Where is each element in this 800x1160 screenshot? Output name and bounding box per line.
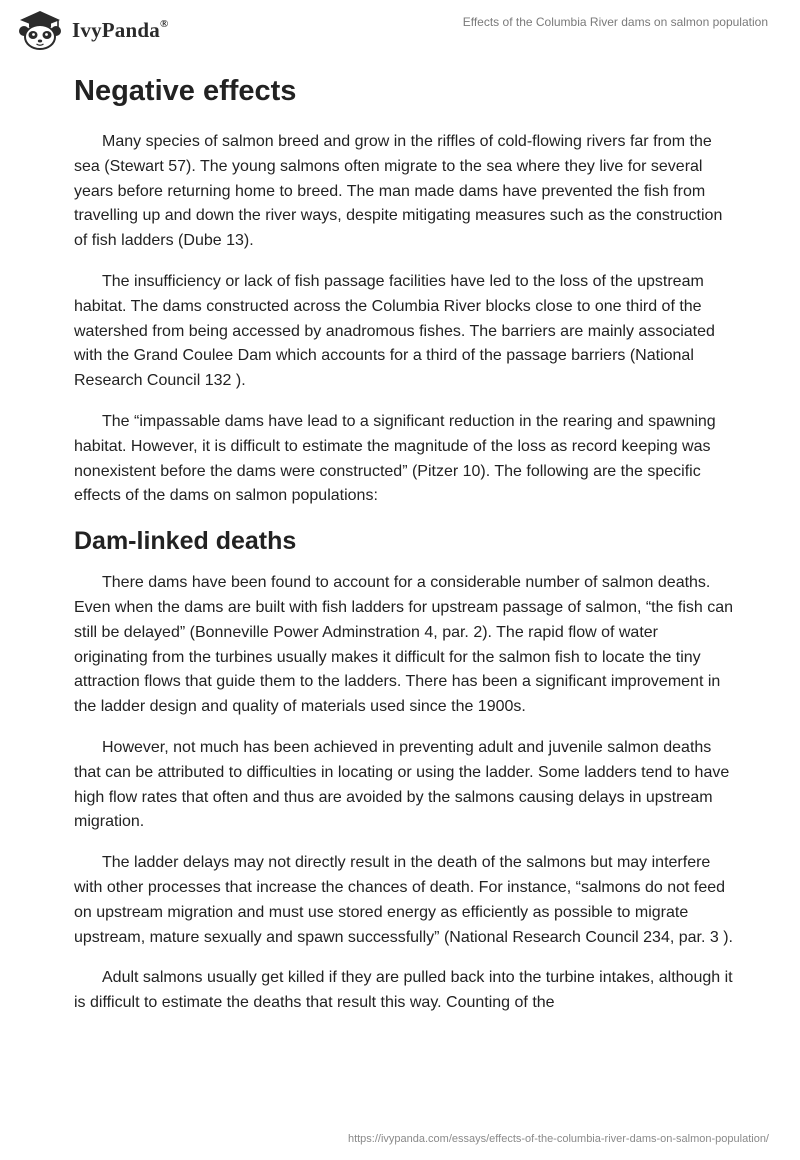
paragraph: There dams have been found to account for a considerable number of salmon deaths. Even when the dams are built with fish ladders for upstream passage of salmon, “the fish can still be delayed” (Bonneville Power Adminstration 4, par. 2). The rapid flow of water originating from the turbines usually makes it difficult for the salmon fish to locate the tiny attraction flows that guide them to the ladders. There has been a significant improvement in the ladder design and quality of materials used since the 1900s. xyxy=(74,574,734,716)
paragraph: Many species of salmon breed and grow in the riffles of cold-flowing rivers far from the sea (Stewart 57). The young salmons often migrate to the sea where they live for several years before returning home to breed. The man made dams have prevented the fish from travelling up and down the river ways, despite mitigating measures such as the construction of fish ladders (Dube 13). xyxy=(74,133,723,250)
brand-name: IvyPanda® xyxy=(72,17,169,42)
paragraph: The insufficiency or lack of fish passage facilities have led to the loss of the upstream habitat. The dams constructed across the Columbia River blocks close to one third of the watershed from being accessed by anadromous fishes. The barriers are mainly associated with the Grand Coulee Dam which accounts for a third of the passage barriers (National Research Council 132 ). xyxy=(74,272,715,390)
section-heading-dam-linked-deaths: Dam-linked deaths xyxy=(74,527,297,556)
page-header xyxy=(0,0,800,62)
source-url-link[interactable]: https://ivypanda.com/essays/effects-of-the-columbia-river-dams-on-salmon-population/ xyxy=(347,1133,769,1145)
article-body xyxy=(74,72,734,1032)
paragraph: However, not much has been achieved in preventing adult and juvenile salmon deaths that can be attributed to difficulties in locating or using the ladder. Some ladders tend to have high flow rates that often and thus are avoided by the salmons causing delays in upstream migration. xyxy=(74,738,730,831)
paragraph: The ladder delays may not directly result in the death of the salmons but may interfere with other processes that increase the chances of death. For instance, “salmons do not feed on upstream migration and must use stored energy as efficiently as possible to migrate upstream, mature sexually and spawn successfully” (National Research Council 234, par. 3 ). xyxy=(74,854,733,946)
panda-mascot-icon xyxy=(14,8,66,50)
section-heading-negative-effects: Negative effects xyxy=(74,75,297,107)
ivypanda-logo[interactable] xyxy=(14,8,168,50)
paragraph: Adult salmons usually get killed if they are pulled back into the turbine intakes, although it is difficult to estimate the deaths that result this way. Counting of the xyxy=(74,969,733,1012)
document-title: Effects of the Columbia River dams on salmon population xyxy=(462,15,768,29)
paragraph: The “impassable dams have lead to a significant reduction in the rearing and spawning habitat. However, it is difficult to estimate the magnitude of the loss as record keeping was nonexistent before the dams were constructed” (Pitzer 10). The following are the specific effects of the dams on salmon populations: xyxy=(74,412,716,505)
